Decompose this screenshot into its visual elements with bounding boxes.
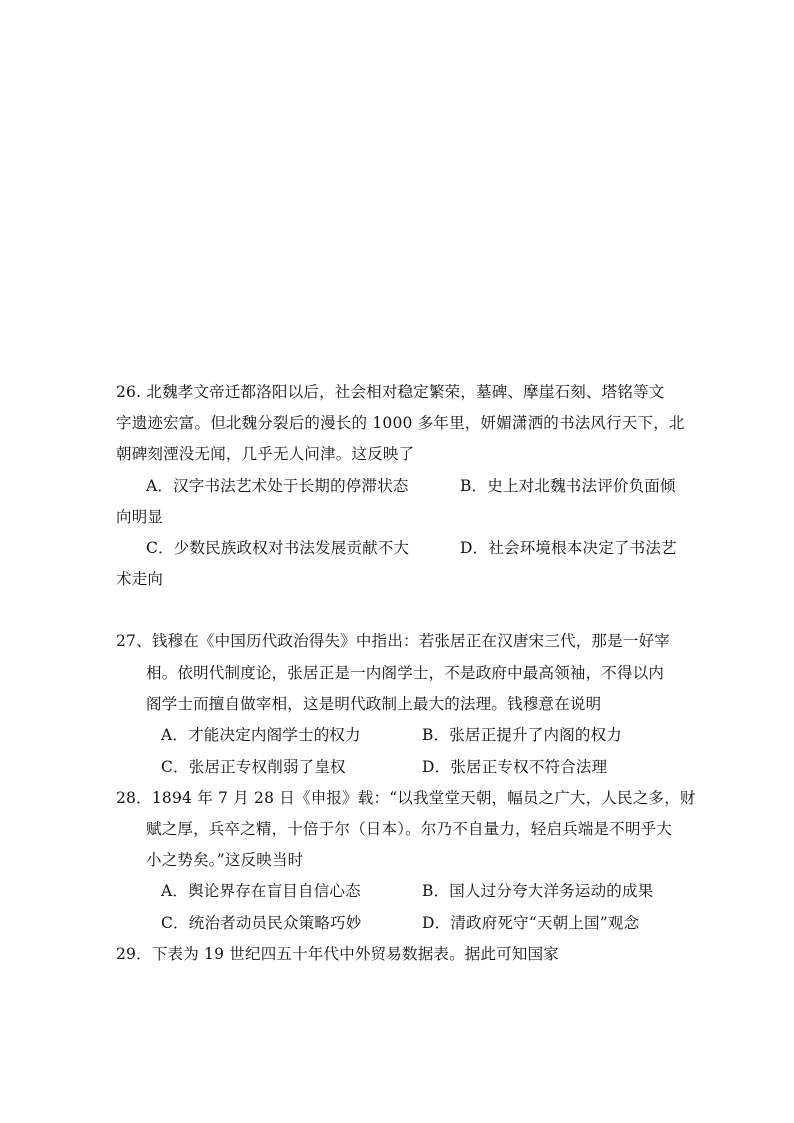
q29-stem-line-1: 29．下表为 19 世纪四五十年代中外贸易数据表。据此可知国家 [116,945,560,963]
q26-stem-line-1: 26. 北魏孝文帝迁都洛阳以后，社会相对稳定繁荣，墓碑、摩崖石刻、塔铭等文 [116,383,665,401]
q27-option-d: D．张居正专权不符合法理 [422,758,608,776]
q28-option-b: B．国人过分夸大洋务运动的成果 [422,882,654,900]
q28-option-d: D．清政府死守“天朝上国”观念 [422,914,640,932]
q26-option-d: D．社会环境根本决定了书法艺 [460,539,677,557]
q28-option-c: C．统治者动员民众策略巧妙 [161,914,362,932]
q26-stem-line-3: 朝碑刻湮没无闻，几乎无人问津。这反映了 [116,445,415,463]
q28-stem-line-2: 赋之厚，兵卒之精，十倍于尔（日本）。尔乃不自量力，轻启兵端是不明乎大 [146,820,673,838]
q28-option-a: A．舆论界存在盲目自信心态 [161,882,361,900]
q26-option-b-continued: 向明显 [116,508,164,526]
q27-option-a: A．才能决定内阁学士的权力 [161,726,361,744]
q27-option-b: B．张居正提升了内阁的权力 [422,726,622,744]
q27-option-c: C．张居正专权削弱了皇权 [161,758,346,776]
q26-option-d-continued: 术走向 [116,570,164,588]
q28-stem-line-3: 小之势矣。”这反映当时 [146,851,304,869]
q26-option-b: B．史上对北魏书法评价负面倾 [460,477,676,495]
q27-stem-line-3: 阁学士而擅自做宰相，这是明代政制上最大的法理。钱穆意在说明 [146,695,602,713]
q26-option-a: A．汉字书法艺术处于长期的停滞状态 [146,477,409,495]
q28-stem-line-1: 28．1894 年 7 月 28 日《申报》载：“以我堂堂天朝，幅员之广大，人民之多，财 [116,789,696,807]
q27-stem-line-1: 27、钱穆在《中国历代政治得失》中指出：若张居正在汉唐宋三代，那是一好宰 [116,632,670,650]
q26-option-c: C．少数民族政权对书法发展贡献不大 [146,539,410,557]
q26-stem-line-2: 字遗迹宏富。但北魏分裂后的漫长的 1000 多年里，妍媚潇洒的书法风行天下，北 [116,414,685,432]
q27-stem-line-2: 相。依明代制度论，张居正是一内阁学士，不是政府中最高领袖，不得以内 [146,664,665,682]
